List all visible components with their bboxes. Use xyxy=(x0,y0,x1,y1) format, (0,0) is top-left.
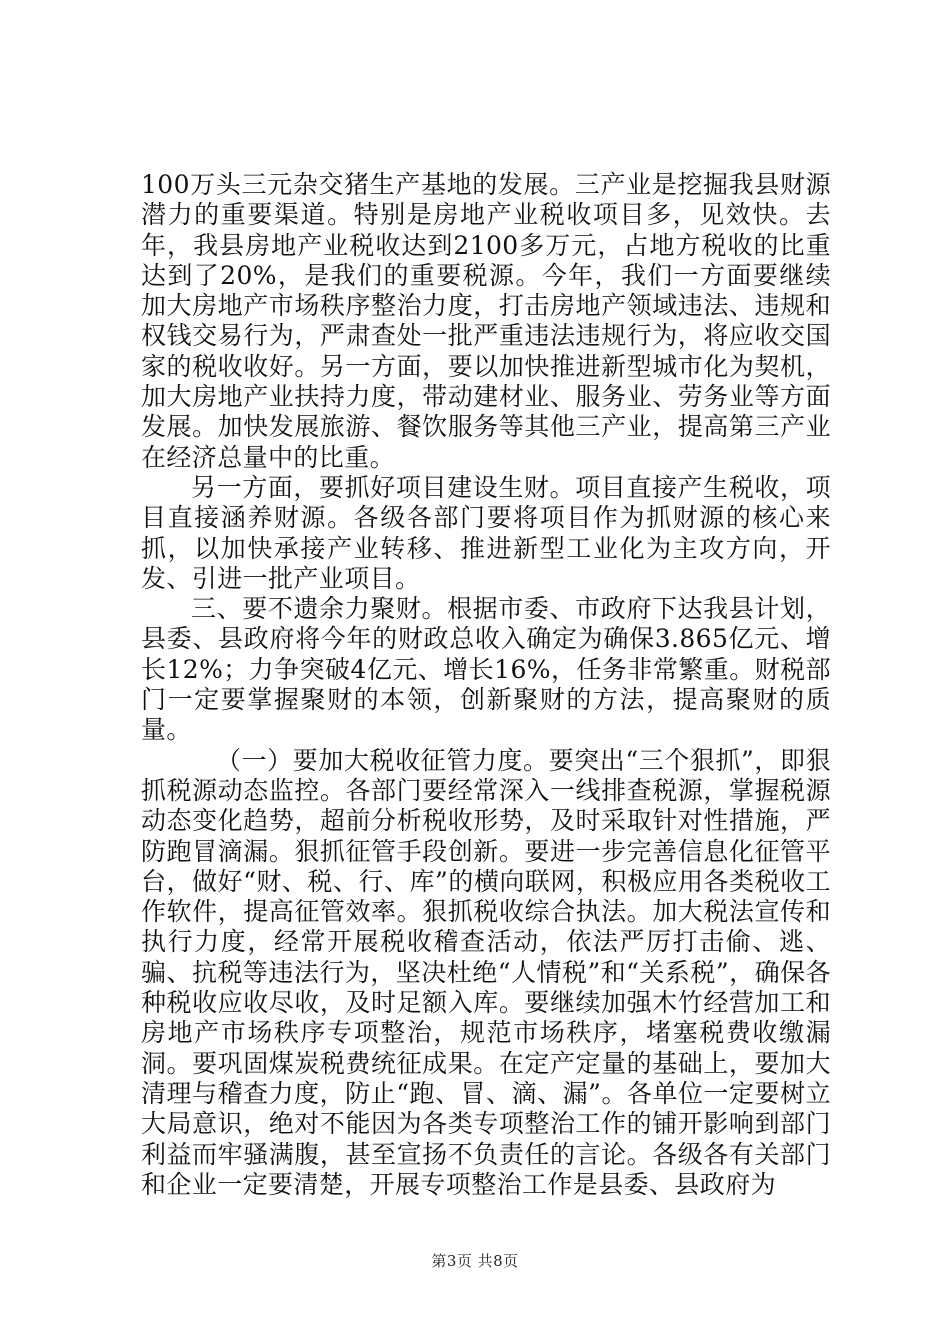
paragraph-section-three: 三、要不遗余力聚财。根据市委、市政府下达我县计划，县委、县政府将今年的财政总收入确定为确保3.865亿元、增长12%；力争突破4亿元、增长16%，任务非常繁重。财税部门一定要掌握聚财的本领，创新聚财的方法，提高聚财的质量。 xyxy=(141,594,831,745)
paragraph-project-finance: 另一方面，要抓好项目建设生财。项目直接产生税收，项目直接涵养财源。各级各部门要将项目作为抓财源的核心来抓，以加快承接产业转移、推进新型工业化为主攻方向，开发、引进一批产业项目。 xyxy=(141,472,831,593)
document-body xyxy=(141,170,831,1200)
paragraph-continuation: 100万头三元杂交猪生产基地的发展。三产业是挖掘我县财源潜力的重要渠道。特别是房地产业税收项目多，见效快。去年，我县房地产业税收达到2100多万元，占地方税收的比重达到了20%，是我们的重要税源。今年，我们一方面要继续加大房地产市场秩序整治力度，打击房地产领域违法、违规和权钱交易行为，严肃查处一批严重违法违规行为，将应收交国家的税收收好。另一方面，要以加快推进新型城市化为契机，加大房地产业扶持力度，带动建材业、服务业、劳务业等方面发展。加快发展旅游、餐饮服务等其他三产业，提高第三产业在经济总量中的比重。 xyxy=(141,170,831,472)
page-number-footer: 第3页 共8页 xyxy=(431,1252,519,1270)
paragraph-subsection-one: （一）要加大税收征管力度。要突出“三个狠抓”，即狠抓税源动态监控。各部门要经常深入一线排查税源，掌握税源动态变化趋势，超前分析税收形势，及时采取针对性措施，严防跑冒滴漏。狠抓征管手段创新。要进一步完善信息化征管平台，做好“财、税、行、库”的横向联网，积极应用各类税收工作软件，提高征管效率。狠抓税收综合执法。加大税法宣传和执行力度，经常开展税收稽查活动，依法严厉打击偷、逃、骗、抗税等违法行为，坚决杜绝“人情税”和“关系税”，确保各种税收应收尽收，及时足额入库。要继续加强木竹经营加工和房地产市场秩序专项整治，规范市场秩序，堵塞税费收缴漏洞。要巩固煤炭税费统征成果。在定产定量的基础上，要加大清理与稽查力度，防止“跑、冒、滴、漏”。各单位一定要树立大局意识，绝对不能因为各类专项整治工作的铺开影响到部门利益而牢骚满腹，甚至宣扬不负责任的言论。各级各有关部门和企业一定要清楚，开展专项整治工作是县委、县政府为 xyxy=(141,745,831,1199)
